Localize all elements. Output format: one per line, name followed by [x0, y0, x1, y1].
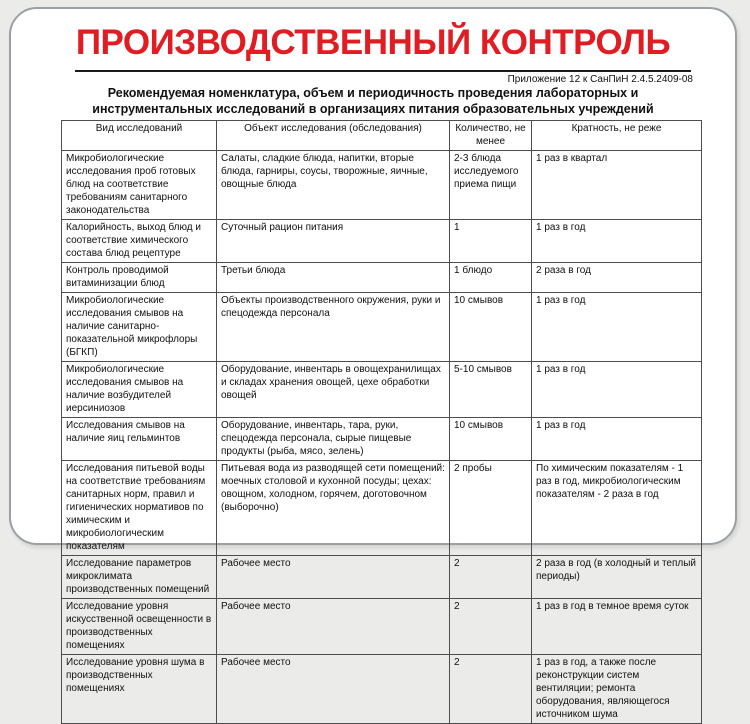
table-caption-line2: инструментальных исследований в организациях питания образовательных учреждений: [92, 101, 654, 116]
table-cell: Микробиологические исследования проб готовых блюд на соответствие требованиям санитарного законодательства: [62, 151, 217, 220]
table-cell: Исследование уровня шума в производственных помещениях: [62, 655, 217, 724]
table-cell: 2 раза в год: [532, 263, 702, 293]
table-cell: 2 пробы: [450, 461, 532, 556]
table-cell: 1 раз в год: [532, 418, 702, 461]
appendix-note: Приложение 12 к СанПиН 2.4.5.2409-08: [507, 74, 693, 85]
table-cell: Суточный рацион питания: [217, 220, 450, 263]
table-cell: 1 раз в год, а также после реконструкции систем вентиляции; ремонта оборудования, являющегося источником шума: [532, 655, 702, 724]
table-row: [62, 556, 702, 599]
table-cell: Рабочее место: [217, 655, 450, 724]
table-cell: 5-10 смывов: [450, 362, 532, 418]
table-cell: Исследование параметров микроклимата производственных помещений: [62, 556, 217, 599]
table-row: [62, 362, 702, 418]
table-header-row: [62, 121, 702, 151]
col-header-quantity: Количество, не менее: [450, 121, 532, 151]
table-cell: 1 раз в квартал: [532, 151, 702, 220]
table-cell: Питьевая вода из разводящей сети помещений: моечных столовой и кухонной посуды; цехах: овощном, холодном, горячем, доготовочном (выборочно): [217, 461, 450, 556]
table-cell: Исследование уровня искусственной освещенности в производственных помещениях: [62, 599, 217, 655]
table-cell: 2: [450, 556, 532, 599]
table-cell: 1 раз в год в темное время суток: [532, 599, 702, 655]
table-row: [62, 461, 702, 556]
table-cell: 1 раз в год: [532, 220, 702, 263]
table-row: [62, 263, 702, 293]
table-cell: 1 блюдо: [450, 263, 532, 293]
table-cell: Оборудование, инвентарь, тара, руки, спецодежда персонала, сырые пищевые продукты (рыба, мясо, зелень): [217, 418, 450, 461]
table-cell: 1: [450, 220, 532, 263]
table-cell: Рабочее место: [217, 556, 450, 599]
table-cell: Микробиологические исследования смывов на наличие возбудителей иерсиниозов: [62, 362, 217, 418]
table-cell: Третьи блюда: [217, 263, 450, 293]
slide: [9, 7, 737, 721]
col-header-object: Объект исследования (обследования): [217, 121, 450, 151]
title-divider: [75, 70, 691, 72]
table-cell: 2: [450, 599, 532, 655]
table-cell: Исследования питьевой воды на соответствие требованиям санитарных норм, правил и гигиенических нормативов по химическим и микробиологическим показателям: [62, 461, 217, 556]
col-header-frequency: Кратность, не реже: [532, 121, 702, 151]
table-cell: 1 раз в год: [532, 362, 702, 418]
col-header-research-type: Вид исследований: [62, 121, 217, 151]
table-caption-line1: Рекомендуемая номенклатура, объем и периодичность проведения лабораторных и: [107, 86, 639, 100]
table-row: [62, 599, 702, 655]
table-cell: 1 раз в год: [532, 293, 702, 362]
table-row: [62, 220, 702, 263]
table-cell: По химическим показателям - 1 раз в год, микробиологическим показателям - 2 раза в год: [532, 461, 702, 556]
table-cell: 10 смывов: [450, 418, 532, 461]
table-cell: 2: [450, 655, 532, 724]
page-title: ПРОИЗВОДСТВЕННЫЙ КОНТРОЛЬ: [75, 23, 671, 62]
table-cell: Оборудование, инвентарь в овощехранилищах и складах хранения овощей, цехе обработки овощей: [217, 362, 450, 418]
table-cell: 2 раза в год (в холодный и теплый периоды): [532, 556, 702, 599]
table-row: [62, 151, 702, 220]
table-cell: Контроль проводимой витаминизации блюд: [62, 263, 217, 293]
table-cell: Салаты, сладкие блюда, напитки, вторые блюда, гарниры, соусы, творожные, яичные, овощные блюда: [217, 151, 450, 220]
table-cell: 2-3 блюда исследуемого приема пищи: [450, 151, 532, 220]
table-row: [62, 418, 702, 461]
table-cell: 10 смывов: [450, 293, 532, 362]
table-cell: Исследования смывов на наличие яиц гельминтов: [62, 418, 217, 461]
table-cell: Микробиологические исследования смывов на наличие санитарно-показательной микрофлоры (БГКП): [62, 293, 217, 362]
table-cell: Рабочее место: [217, 599, 450, 655]
table-row: [62, 293, 702, 362]
table-cell: Калорийность, выход блюд и соответствие химического состава блюд рецептуре: [62, 220, 217, 263]
table-caption: [11, 86, 735, 117]
table-row: [62, 655, 702, 724]
table-cell: Объекты производственного окружения, руки и спецодежда персонала: [217, 293, 450, 362]
research-table: [61, 120, 702, 724]
